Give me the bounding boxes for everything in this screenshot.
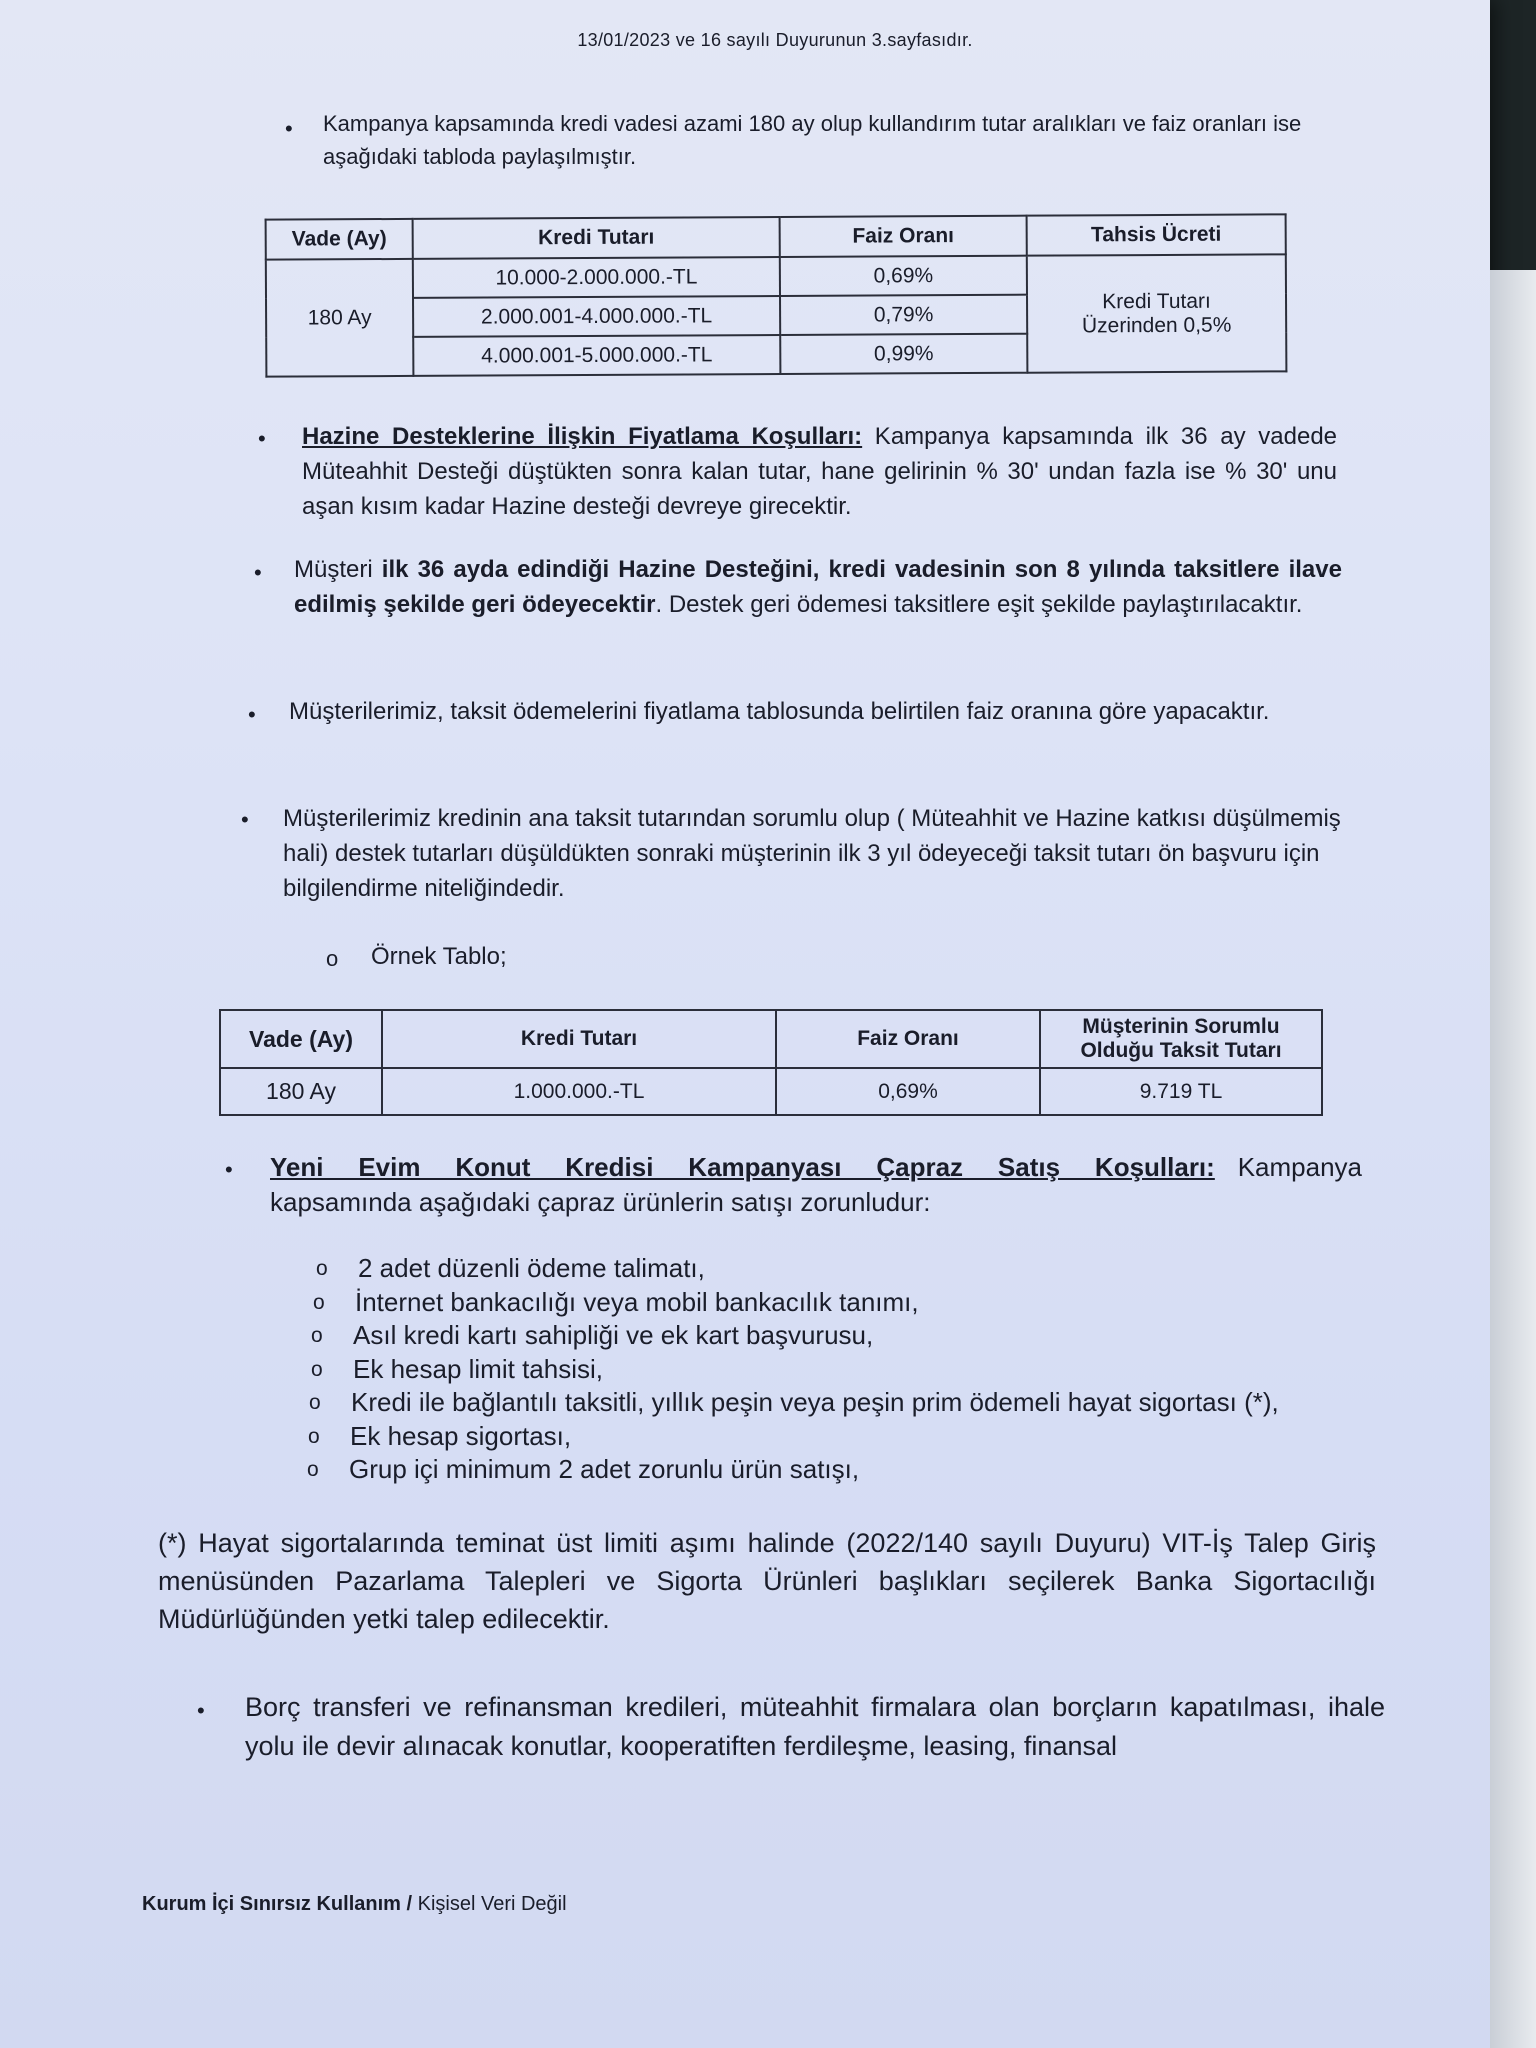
ana-taksit-paragraph: Müşterilerimiz kredinin ana taksit tutarından sorumlu olup ( Müteahhit ve Hazine katkısı düşülmemiş hali) destek tutarları düşüldükten sonraki müşterinin ilk 3 yıl ödeyeceği taksit tutarı ön başvuru için bilgilendirme niteliğindedir. bbox=[283, 805, 1341, 902]
musteri-pre: Müşteri bbox=[294, 556, 382, 583]
bullet-icon: • bbox=[254, 560, 262, 585]
rate-amount-cell: 2.000.001-4.000.000.-TL bbox=[413, 296, 780, 337]
rate-table bbox=[265, 213, 1288, 377]
list-item-text: Ek hesap sigortası, bbox=[350, 1420, 572, 1451]
list-item-text: İnternet bankacılığı veya mobil bankacılık tanımı, bbox=[355, 1286, 919, 1317]
rate-fee-line: Üzerinden 0,5% bbox=[1081, 313, 1232, 337]
capraz-title: Yeni Evim Konut Kredisi Kampanyası Çapraz Satış Koşulları: bbox=[270, 1152, 1215, 1182]
sub-bullet-icon: o bbox=[307, 1458, 319, 1481]
list-item bbox=[309, 1386, 1279, 1420]
list-item-text: 2 adet düzenli ödeme talimatı, bbox=[358, 1253, 705, 1283]
insurance-note: (*) Hayat sigortalarında teminat üst limiti aşımı halinde (2022/140 sayılı Duyuru) VIT-İş Talep Giriş menüsünden Pazarlama Talepleri ve Sigorta Ürünleri başlıkları seçilerek Banka Sigortacılığı Müdürlüğünden yetki talep edilecektir. bbox=[158, 1528, 1376, 1634]
sample-header-line: Müşterinin Sorumlu bbox=[1082, 1015, 1280, 1038]
musteri-bold: ilk 36 ayda edindiği Hazine Desteğini, kredi vadesinin son 8 yılında taksitlere ilave edilmiş şekilde geri ödeyecektir bbox=[294, 556, 1342, 618]
sample-header-line: Olduğu Taksit Tutarı bbox=[1080, 1039, 1282, 1062]
classification-footer bbox=[142, 1893, 567, 1916]
sub-bullet-icon: o bbox=[309, 1391, 321, 1414]
rate-header-amount: Kredi Tutarı bbox=[413, 217, 780, 259]
borc-paragraph: Borç transferi ve refinansman kredileri, müteahhit firmalara olan borçların kapatılması, ihale yolu ile devir alınacak konutlar, kooperatiften ferdileşme, leasing, finansal bbox=[245, 1692, 1385, 1761]
sample-header-amount: Kredi Tutarı bbox=[382, 1010, 776, 1068]
sample-header-vade: Vade (Ay) bbox=[220, 1010, 382, 1068]
list-item bbox=[311, 1353, 1281, 1387]
footer-normal: Kişisel Veri Değil bbox=[417, 1893, 567, 1915]
page-header: 13/01/2023 ve 16 sayılı Duyurunun 3.sayfasıdır. bbox=[577, 30, 973, 50]
sub-bullet-icon: o bbox=[308, 1424, 320, 1448]
background-edge bbox=[1490, 270, 1536, 2048]
sample-header-rate: Faiz Oranı bbox=[776, 1010, 1040, 1068]
capraz-paragraph bbox=[270, 1150, 1362, 1220]
list-item bbox=[313, 1286, 1283, 1320]
rate-header-vade: Vade (Ay) bbox=[266, 219, 413, 260]
rate-header-fee: Tahsis Ücreti bbox=[1027, 214, 1286, 255]
rate-header-rate: Faiz Oranı bbox=[780, 216, 1027, 257]
list-item bbox=[311, 1319, 1281, 1353]
hazine-text: Kampanya kapsamında ilk 36 ay vadede Müteahhit Desteği düştükten sonra kalan tutar, hane gelirinin % 30' undan fazla ise % 30' unu aşan kısım kadar Hazine desteği devreye girecektir. bbox=[302, 423, 1338, 520]
sub-bullet-icon: o bbox=[326, 946, 339, 971]
hazine-title: Hazine Desteklerine İlişkin Fiyatlama Koşulları: bbox=[302, 423, 863, 450]
faiz-paragraph: Müşterilerimiz, taksit ödemelerini fiyatlama tablosunda belirtilen faiz oranına göre yapacaktır. bbox=[289, 698, 1270, 725]
intro-paragraph: Kampanya kapsamında kredi vadesi azami 180 ay olup kullandırım tutar aralıkları ve faiz oranları ise aşağıdaki tabloda paylaşılmıştır. bbox=[323, 111, 1302, 169]
footer-bold: Kurum İçi Sınırsız Kullanım / bbox=[142, 1893, 418, 1915]
list-item bbox=[316, 1252, 1286, 1286]
bullet-icon: • bbox=[197, 1698, 205, 1723]
bullet-icon: • bbox=[225, 1157, 233, 1182]
musteri-post: . Destek geri ödemesi taksitlere eşit şekilde paylaştırılacaktır. bbox=[655, 591, 1303, 618]
list-item bbox=[308, 1420, 1278, 1454]
list-item-text: Grup içi minimum 2 adet zorunlu ürün satışı, bbox=[349, 1454, 860, 1484]
rate-rate-cell: 0,79% bbox=[780, 295, 1027, 335]
sample-installment-cell: 9.719 TL bbox=[1040, 1068, 1322, 1115]
rate-fee-line: Kredi Tutarı bbox=[1102, 289, 1211, 313]
bullet-icon: • bbox=[285, 116, 293, 141]
sample-header-installment bbox=[1040, 1010, 1322, 1068]
list-item-text: Kredi ile bağlantılı taksitli, yıllık peşin veya peşin prim ödemeli hayat sigortası (*), bbox=[351, 1387, 1279, 1417]
sub-bullet-icon: o bbox=[316, 1257, 328, 1280]
hazine-paragraph bbox=[302, 419, 1337, 524]
sub-bullet-icon: o bbox=[311, 1357, 323, 1381]
ornek-label: Örnek Tablo; bbox=[371, 943, 507, 970]
rate-vade-cell: 180 Ay bbox=[266, 259, 414, 377]
sample-vade-cell: 180 Ay bbox=[220, 1068, 382, 1115]
cross-sell-list bbox=[307, 1252, 1279, 1487]
sample-table bbox=[219, 1009, 1323, 1116]
bullet-icon: • bbox=[248, 702, 256, 727]
musteri-paragraph bbox=[294, 552, 1342, 622]
sub-bullet-icon: o bbox=[311, 1324, 323, 1347]
bullet-icon: • bbox=[241, 807, 249, 832]
list-item-text: Ek hesap limit tahsisi, bbox=[353, 1353, 603, 1384]
rate-rate-cell: 0,99% bbox=[780, 334, 1027, 374]
list-item-text: Asıl kredi kartı sahipliği ve ek kart başvurusu, bbox=[353, 1320, 874, 1350]
bullet-icon: • bbox=[258, 426, 266, 451]
sample-amount-cell: 1.000.000.-TL bbox=[382, 1068, 776, 1115]
rate-amount-cell: 4.000.001-5.000.000.-TL bbox=[413, 335, 780, 376]
rate-rate-cell: 0,69% bbox=[780, 256, 1027, 296]
sub-bullet-icon: o bbox=[313, 1290, 325, 1314]
list-item bbox=[307, 1453, 1277, 1487]
rate-amount-cell: 10.000-2.000.000.-TL bbox=[413, 257, 780, 298]
sample-rate-cell: 0,69% bbox=[776, 1068, 1040, 1115]
capraz-text: Kampanya kapsamında aşağıdaki çapraz ürünlerin satışı zorunludur: bbox=[270, 1152, 1362, 1217]
rate-fee-cell bbox=[1027, 254, 1287, 372]
